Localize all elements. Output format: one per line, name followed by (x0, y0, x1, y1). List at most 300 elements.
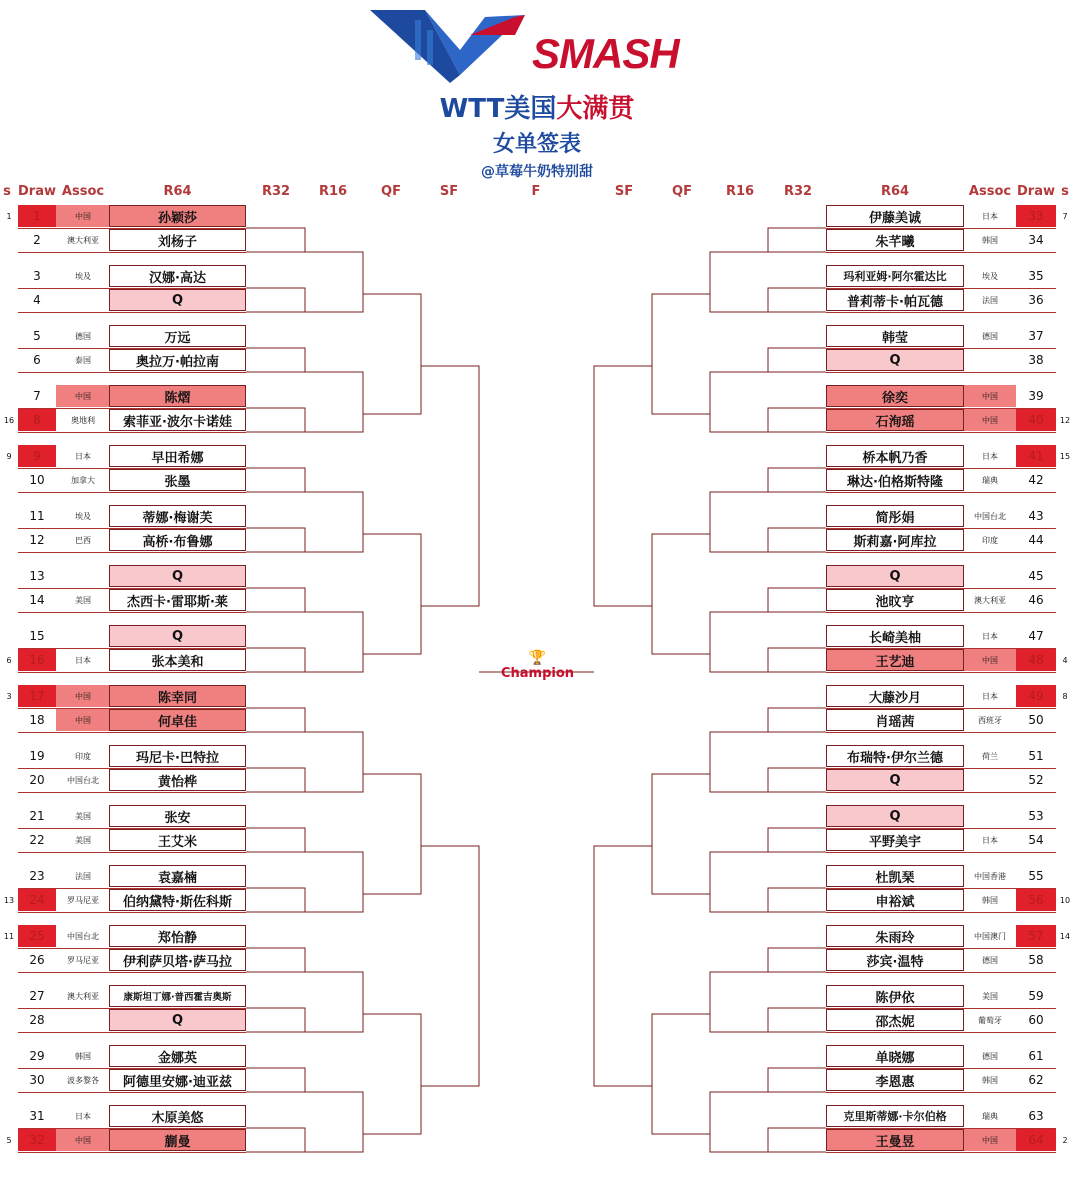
bracket-connector (246, 468, 305, 492)
seed-number (1056, 1069, 1074, 1091)
association-label: 日本 (75, 1111, 91, 1121)
header-right-0: SF (614, 184, 634, 199)
player-name: 石洵瑶 (826, 409, 964, 431)
bracket-connector (246, 588, 305, 612)
credit-text: @草莓牛奶特别甜 (481, 164, 593, 180)
draw-number: 2 (33, 233, 41, 247)
bracket-connector (710, 252, 768, 312)
seed-number (0, 1069, 18, 1091)
seed-number (0, 1105, 18, 1127)
draw-number: 38 (1028, 353, 1044, 367)
player-name: 奥拉万·帕拉南 (109, 349, 246, 371)
draw-number: 9 (18, 445, 56, 467)
seed-number (1056, 1105, 1074, 1127)
seed-number (0, 229, 18, 251)
player-name: 王曼昱 (826, 1129, 964, 1151)
player-name: 索菲亚·波尔卡诺娃 (109, 409, 246, 431)
player-name: 黄怡桦 (109, 769, 246, 791)
player-name: 张本美和 (109, 649, 246, 671)
association-label: 中国台北 (67, 931, 99, 941)
header-right-4: R64 (880, 184, 910, 199)
association-label: 韩国 (982, 1075, 998, 1085)
association-label: 日本 (982, 211, 998, 221)
bracket-connector (246, 648, 305, 672)
draw-number: 39 (1028, 389, 1044, 403)
player-name: 大藤沙月 (826, 685, 964, 707)
row-underline (18, 852, 246, 853)
draw-number: 51 (1028, 749, 1044, 763)
row-underline (18, 432, 246, 433)
seed-number (0, 625, 18, 647)
header-right-5: Assoc (968, 184, 1012, 199)
bracket-connector (768, 948, 826, 972)
bracket-connector (305, 252, 363, 312)
player-name: 陈伊依 (826, 985, 964, 1007)
seed-number (0, 529, 18, 551)
seed-number (0, 385, 18, 407)
draw-number: 54 (1028, 833, 1044, 847)
association-label: 印度 (75, 751, 91, 761)
bracket-connector (246, 1128, 305, 1152)
player-name: 王艾米 (109, 829, 246, 851)
draw-number: 62 (1028, 1073, 1044, 1087)
seed-number: 3 (6, 691, 12, 701)
draw-number: 11 (29, 509, 45, 523)
player-name: 莎宾·温特 (826, 949, 964, 971)
bracket-connector (768, 1068, 826, 1092)
draw-number: 1 (18, 205, 56, 227)
player-name: 伯纳黛特·斯佐科斯 (109, 889, 246, 911)
draw-number: 13 (29, 569, 45, 583)
player-name: Q (109, 1009, 246, 1031)
player-name: 金娜英 (109, 1045, 246, 1067)
draw-number: 28 (29, 1013, 45, 1027)
row-underline (18, 612, 246, 613)
player-name: 阿德里安娜·迪亚兹 (109, 1069, 246, 1091)
player-name: 袁嘉楠 (109, 865, 246, 887)
seed-number (0, 745, 18, 767)
association-label: 澳大利亚 (67, 991, 99, 1001)
seed-number (0, 589, 18, 611)
player-name: Q (826, 769, 964, 791)
player-name: Q (826, 349, 964, 371)
seed-number (1056, 1045, 1074, 1067)
association-label (56, 289, 110, 311)
bracket-connector (710, 972, 768, 1032)
association-label: 韩国 (982, 895, 998, 905)
player-name: 早田希娜 (109, 445, 246, 467)
association-label (964, 769, 1016, 791)
player-name: Q (109, 625, 246, 647)
association-label (964, 565, 1016, 587)
champion-label: Champion (500, 666, 575, 681)
seed-number: 12 (1059, 415, 1071, 425)
association-label: 美国 (75, 835, 91, 845)
player-name: 王艺迪 (826, 649, 964, 671)
row-underline (826, 1092, 1056, 1093)
association-label (56, 625, 110, 647)
bracket-connector (246, 228, 305, 252)
row-underline (826, 852, 1056, 853)
draw-number: 33 (1016, 205, 1056, 227)
player-name: 李恩惠 (826, 1069, 964, 1091)
row-underline (826, 972, 1056, 973)
seed-number (1056, 469, 1074, 491)
draw-number: 63 (1028, 1109, 1044, 1123)
seed-number (0, 349, 18, 371)
row-underline (18, 912, 246, 913)
row-underline (18, 672, 246, 673)
bracket-connector (710, 1092, 768, 1152)
row-underline (18, 732, 246, 733)
player-name: 玛利亚姆·阿尔霍达比 (826, 265, 964, 287)
row-underline (18, 792, 246, 793)
row-underline (826, 792, 1056, 793)
seed-number: 2 (1062, 1135, 1068, 1145)
player-name: 陈熠 (109, 385, 246, 407)
draw-number: 16 (18, 649, 56, 671)
association-label: 奥地利 (71, 415, 95, 425)
bracket-connector (710, 492, 768, 552)
draw-number: 55 (1028, 869, 1044, 883)
player-name: 长崎美柚 (826, 625, 964, 647)
draw-number: 20 (29, 773, 45, 787)
bracket-connector (246, 1068, 305, 1092)
player-name: 单晓娜 (826, 1045, 964, 1067)
seed-number (1056, 289, 1074, 311)
bracket-connector (305, 972, 363, 1032)
seed-number (1056, 829, 1074, 851)
row-underline (826, 732, 1056, 733)
draw-number: 18 (29, 713, 45, 727)
player-name: 伊利萨贝塔·萨马拉 (109, 949, 246, 971)
association-label: 中国 (964, 409, 1016, 431)
draw-number: 23 (29, 869, 45, 883)
bracket-connector (246, 408, 305, 432)
association-label: 日本 (75, 451, 91, 461)
player-name: 陈幸同 (109, 685, 246, 707)
association-label: 泰国 (75, 355, 91, 365)
association-label: 巴西 (75, 535, 91, 545)
association-label: 澳大利亚 (67, 235, 99, 245)
seed-number (1056, 349, 1074, 371)
header-left-1: Draw (18, 184, 56, 199)
association-label: 中国 (56, 385, 110, 407)
seed-number (1056, 949, 1074, 971)
bracket-connector (768, 468, 826, 492)
association-label: 中国 (56, 205, 110, 227)
draw-number: 3 (33, 269, 41, 283)
draw-number: 47 (1028, 629, 1044, 643)
association-label: 加拿大 (71, 475, 95, 485)
header-right-6: Draw (1017, 184, 1055, 199)
player-name: 康斯坦丁娜·普西霍吉奥斯 (109, 985, 246, 1007)
draw-number: 34 (1028, 233, 1044, 247)
row-underline (826, 672, 1056, 673)
player-name: 木原美悠 (109, 1105, 246, 1127)
draw-number: 10 (29, 473, 45, 487)
association-label: 美国 (982, 991, 998, 1001)
seed-number (1056, 529, 1074, 551)
bracket-connector (246, 708, 305, 732)
draw-number: 41 (1016, 445, 1056, 467)
seed-number: 5 (6, 1135, 12, 1145)
bracket-connector (305, 852, 363, 912)
bracket-connector (768, 648, 826, 672)
bracket-connector (710, 372, 768, 432)
draw-number: 31 (29, 1109, 45, 1123)
header-left-5: R16 (318, 184, 348, 199)
association-label: 美国 (75, 811, 91, 821)
row-underline (18, 972, 246, 973)
bracket-connector (363, 294, 421, 414)
draw-number: 49 (1016, 685, 1056, 707)
association-label: 德国 (982, 331, 998, 341)
seed-number: 4 (1062, 655, 1068, 665)
draw-number: 59 (1028, 989, 1044, 1003)
seed-number (0, 289, 18, 311)
player-name: 高桥·布鲁娜 (109, 529, 246, 551)
bracket-connector (768, 528, 826, 552)
bracket-connector (768, 828, 826, 852)
association-label: 中国 (56, 1129, 110, 1151)
association-label: 罗马尼亚 (67, 895, 99, 905)
player-name: 孙颖莎 (109, 205, 246, 227)
seed-number: 11 (3, 931, 15, 941)
seed-number: 13 (3, 895, 15, 905)
header-right-1: QF (672, 184, 692, 199)
association-label: 中国澳门 (974, 931, 1006, 941)
row-underline (18, 1032, 246, 1033)
seed-number: 7 (1062, 211, 1068, 221)
bracket-connector (363, 774, 421, 894)
draw-number: 14 (29, 593, 45, 607)
player-name: 朱芊曦 (826, 229, 964, 251)
seed-number (0, 505, 18, 527)
association-label: 中国台北 (974, 511, 1006, 521)
bracket-connector (768, 1128, 826, 1152)
bracket-connector (246, 348, 305, 372)
bracket-connector (768, 888, 826, 912)
player-name: 布瑞特·伊尔兰德 (826, 745, 964, 767)
bracket-connector (710, 732, 768, 792)
row-underline (18, 372, 246, 373)
bracket-connector (768, 228, 826, 252)
bracket-connector (594, 366, 652, 606)
row-underline (826, 312, 1056, 313)
bracket-connector (305, 492, 363, 552)
draw-number: 45 (1028, 569, 1044, 583)
seed-number (1056, 325, 1074, 347)
seed-number (1056, 805, 1074, 827)
player-name: 申裕斌 (826, 889, 964, 911)
seed-number: 16 (3, 415, 15, 425)
bracket-connector (363, 534, 421, 654)
association-label (56, 1009, 110, 1031)
seed-number: 10 (1059, 895, 1071, 905)
player-name: 桥本帆乃香 (826, 445, 964, 467)
seed-number (0, 709, 18, 731)
association-label: 中国 (56, 709, 110, 731)
association-label: 澳大利亚 (974, 595, 1006, 605)
association-label: 韩国 (75, 1051, 91, 1061)
header-left-6: QF (381, 184, 401, 199)
association-label: 德国 (982, 1051, 998, 1061)
seed-number: 15 (1059, 451, 1071, 461)
seed-number (1056, 985, 1074, 1007)
player-name: Q (109, 565, 246, 587)
row-underline (18, 552, 246, 553)
row-underline (826, 1152, 1056, 1153)
row-underline (18, 312, 246, 313)
title-part2: 大满贯 (556, 94, 635, 124)
draw-number: 21 (29, 809, 45, 823)
draw-number: 7 (33, 389, 41, 403)
draw-number: 37 (1028, 329, 1044, 343)
seed-number: 9 (6, 451, 12, 461)
association-label: 法国 (982, 295, 998, 305)
association-label: 日本 (982, 835, 998, 845)
draw-number: 53 (1028, 809, 1044, 823)
player-name: Q (109, 289, 246, 311)
association-label: 日本 (75, 655, 91, 665)
bracket-connector (710, 612, 768, 672)
player-name: 张安 (109, 805, 246, 827)
seed-number (0, 865, 18, 887)
bracket-connector (421, 846, 479, 1086)
draw-number: 48 (1016, 649, 1056, 671)
header-right-7: s (1061, 184, 1069, 199)
player-name: 池旼亨 (826, 589, 964, 611)
draw-number: 26 (29, 953, 45, 967)
draw-number: 29 (29, 1049, 45, 1063)
row-underline (826, 372, 1056, 373)
bracket-connector (710, 852, 768, 912)
bracket-connector (305, 372, 363, 432)
association-label: 中国香港 (974, 871, 1006, 881)
bracket-connector (652, 774, 710, 894)
player-name: 徐奕 (826, 385, 964, 407)
player-name: 刘杨子 (109, 229, 246, 251)
draw-number: 24 (18, 889, 56, 911)
seed-number (1056, 505, 1074, 527)
seed-number (0, 325, 18, 347)
row-underline (826, 252, 1056, 253)
player-name: 邵杰妮 (826, 1009, 964, 1031)
champion-block (480, 650, 595, 681)
bracket-connector (768, 348, 826, 372)
player-name: Q (826, 565, 964, 587)
association-label: 中国 (964, 649, 1016, 671)
bracket-connector (768, 708, 826, 732)
row-underline (18, 252, 246, 253)
draw-number: 19 (29, 749, 45, 763)
player-name: 万远 (109, 325, 246, 347)
draw-number: 15 (29, 629, 45, 643)
association-label: 德国 (75, 331, 91, 341)
player-name: 韩莹 (826, 325, 964, 347)
draw-number: 30 (29, 1073, 45, 1087)
row-underline (18, 1152, 246, 1153)
player-name: 普莉蒂卡·帕瓦德 (826, 289, 964, 311)
draw-number: 35 (1028, 269, 1044, 283)
association-label: 中国 (964, 1129, 1016, 1151)
draw-number: 43 (1028, 509, 1044, 523)
bracket-connector (421, 366, 479, 606)
bracket-connector (305, 1092, 363, 1152)
seed-number (1056, 865, 1074, 887)
association-label: 波多黎各 (67, 1075, 99, 1085)
seed-number (0, 1009, 18, 1031)
player-name: 朱雨玲 (826, 925, 964, 947)
seed-number (1056, 1009, 1074, 1031)
header-left-4: R32 (261, 184, 291, 199)
association-label: 中国台北 (67, 775, 99, 785)
row-underline (18, 1092, 246, 1093)
draw-number: 42 (1028, 473, 1044, 487)
seed-number (1056, 625, 1074, 647)
header-left-3: R64 (163, 184, 192, 199)
bracket-connector (246, 948, 305, 972)
player-name: 杰西卡·雷耶斯·莱 (109, 589, 246, 611)
smash-logo-text: SMASH (532, 30, 679, 77)
row-underline (18, 492, 246, 493)
seed-number (1056, 709, 1074, 731)
association-label: 中国 (964, 385, 1016, 407)
bracket-connector (305, 732, 363, 792)
header-right-2: R16 (725, 184, 755, 199)
trophy-icon: 🏆 (528, 650, 547, 666)
page-subtitle: 女单签表 (492, 132, 581, 157)
association-label: 荷兰 (982, 751, 998, 761)
seed-number (1056, 565, 1074, 587)
draw-number: 36 (1028, 293, 1044, 307)
seed-number (1056, 745, 1074, 767)
draw-number: 57 (1016, 925, 1056, 947)
player-name: 张墨 (109, 469, 246, 491)
association-label: 埃及 (982, 271, 998, 281)
seed-number (0, 829, 18, 851)
association-label: 日本 (982, 631, 998, 641)
player-name: 克里斯蒂娜·卡尔伯格 (826, 1105, 964, 1127)
association-label: 印度 (982, 535, 998, 545)
association-label: 罗马尼亚 (67, 955, 99, 965)
draw-number: 6 (33, 353, 41, 367)
player-name: 汉娜·高达 (109, 265, 246, 287)
title-part1: WTT美国 (439, 94, 557, 124)
association-label: 韩国 (982, 235, 998, 245)
association-label: 葡萄牙 (978, 1015, 1002, 1025)
association-label: 西班牙 (978, 715, 1002, 725)
draw-number: 58 (1028, 953, 1044, 967)
player-name: 郑怡静 (109, 925, 246, 947)
row-underline (826, 552, 1056, 553)
seed-number: 8 (1062, 691, 1068, 701)
player-name: 伊藤美诚 (826, 205, 964, 227)
association-label: 瑞典 (982, 475, 998, 485)
bracket-connector (246, 288, 305, 312)
seed-number: 1 (6, 211, 12, 221)
row-underline (826, 612, 1056, 613)
player-name: 蒯曼 (109, 1129, 246, 1151)
bracket-connector (246, 528, 305, 552)
seed-number (0, 985, 18, 1007)
seed-number (0, 769, 18, 791)
bracket-connector (246, 888, 305, 912)
association-label: 中国 (56, 685, 110, 707)
draw-number: 17 (18, 685, 56, 707)
association-label: 德国 (982, 955, 998, 965)
